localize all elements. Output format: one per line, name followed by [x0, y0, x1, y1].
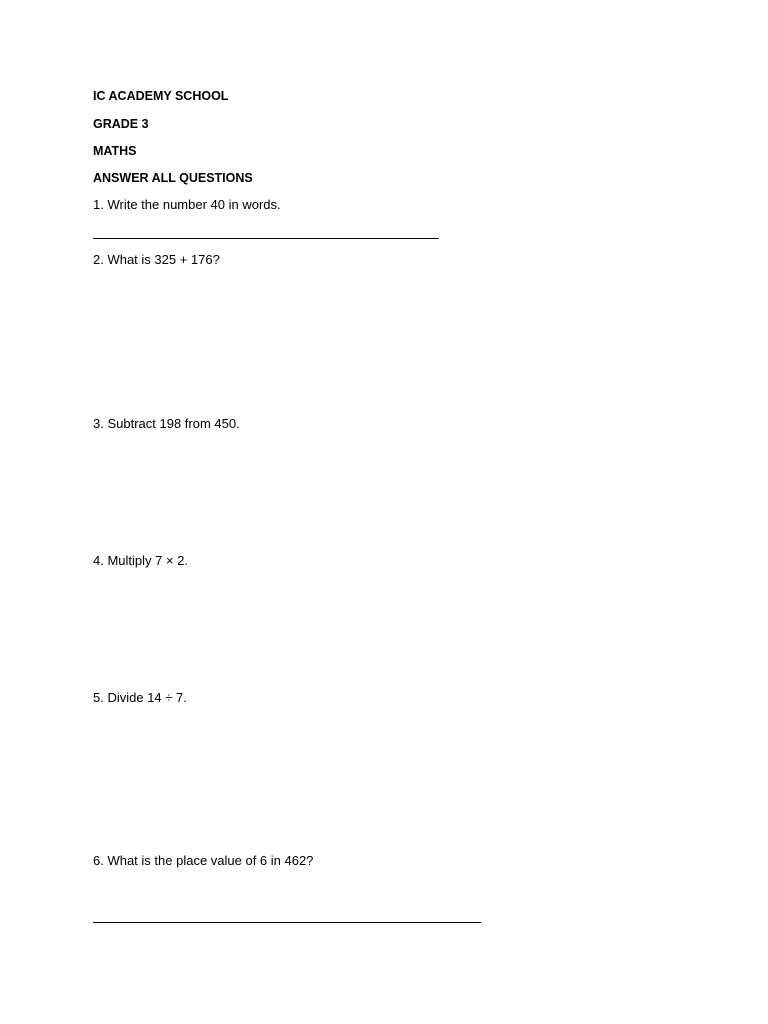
question-1: 1. Write the number 40 in words.: [93, 197, 281, 212]
school-name: IC ACADEMY SCHOOL: [93, 89, 229, 103]
question-5: 5. Divide 14 ÷ 7.: [93, 690, 187, 705]
question-3: 3. Subtract 198 from 450.: [93, 416, 240, 431]
subject-label: MATHS: [93, 144, 137, 158]
instruction-label: ANSWER ALL QUESTIONS: [93, 171, 253, 185]
question-4: 4. Multiply 7 × 2.: [93, 553, 189, 568]
answer-line-1: [93, 238, 439, 239]
answer-line-6: [93, 922, 481, 923]
grade-label: GRADE 3: [93, 117, 149, 131]
question-6: 6. What is the place value of 6 in 462?: [93, 853, 314, 868]
question-2: 2. What is 325 + 176?: [93, 252, 220, 267]
